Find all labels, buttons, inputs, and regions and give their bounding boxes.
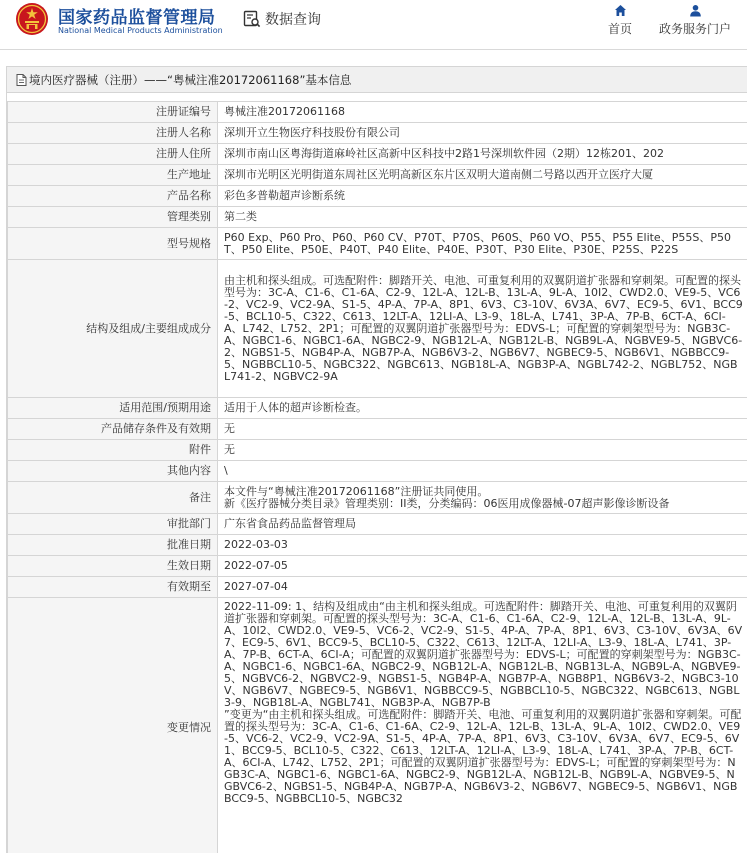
- data-query-label: 数据查询: [265, 12, 321, 28]
- row-label: 其他内容: [8, 461, 218, 482]
- table-row: [8, 123, 747, 144]
- table-row: [8, 398, 747, 419]
- table-row: [8, 165, 747, 186]
- table-row: [8, 461, 747, 482]
- row-label: 结构及组成/主要组成成分: [8, 260, 218, 398]
- row-label: 适用范围/预期用途: [8, 398, 218, 419]
- site-header: [0, 0, 747, 50]
- table-row: [8, 144, 747, 165]
- row-value: 2027-07-04: [218, 577, 747, 598]
- row-value: 深圳市南山区粤海街道麻岭社区高新中区科技中2路1号深圳软件园（2期）12栋201、202: [218, 144, 747, 165]
- row-value: 彩色多普勒超声诊断系统: [218, 186, 747, 207]
- nav-home[interactable]: [605, 4, 635, 37]
- site-logo-title[interactable]: 国家药品监督管理局: [58, 8, 216, 28]
- table-row: [8, 440, 747, 461]
- row-value: 广东省食品药品监督管理局: [218, 514, 747, 535]
- document-icon: [16, 74, 27, 86]
- nav-home-label: 首页: [607, 22, 632, 36]
- row-label: 产品储存条件及有效期: [8, 419, 218, 440]
- table-row: [8, 260, 747, 398]
- data-query-link[interactable]: [243, 9, 321, 29]
- row-label: 产品名称: [8, 186, 218, 207]
- row-value: 无: [218, 440, 747, 461]
- row-label: 注册人名称: [8, 123, 218, 144]
- table-row: [8, 535, 747, 556]
- row-value: 无: [218, 419, 747, 440]
- row-label: 批准日期: [8, 535, 218, 556]
- registration-info-table: [7, 101, 747, 853]
- row-value: 深圳市光明区光明街道东周社区光明高新区东片区双明大道南侧二号路以西开立医疗大厦: [218, 165, 747, 186]
- panel-title: 境内医疗器械（注册）——“粤械注准20172061168”基本信息: [29, 72, 352, 87]
- table-row: [8, 514, 747, 535]
- table-row: [8, 102, 747, 123]
- table-row: [8, 482, 747, 514]
- row-value: \: [218, 461, 747, 482]
- table-row: [8, 419, 747, 440]
- table-row: [8, 577, 747, 598]
- row-label: 生产地址: [8, 165, 218, 186]
- row-label: 备注: [8, 482, 218, 514]
- detail-panel: [6, 66, 747, 853]
- panel-header: [7, 67, 747, 93]
- row-label: 注册人住所: [8, 144, 218, 165]
- row-value: 本文件与“粤械注准20172061168”注册证共同使用。 新《医疗器械分类目录》管理类别：II类，分类编码：06医用成像器械-07超声影像诊断设备: [218, 482, 747, 514]
- row-value: 2022-11-09: 1、结构及组成由“由主机和探头组成。可选配附件：脚踏开关、电池、可重复利用的双翼阴道扩张器和穿刺架。可配置的探头型号为：3C-A、C1-6、C1-6A、C2-9、12L-A、12L-B、13L-A、9L-A、10I2、CWD2.0、VE9-5、VC6-2、VC2-9、S1-5、4P-A、7P-A、8P1、6V3、C3-10V、6V3A、6V7、EC9-5、6V1、BCC9-5、BCL10-5、C322、C613、12LT-A、12LI-A、L3-9、18L-A、L741、3P-A、7P-B、6CT-A、6CI-A；可配置的双翼阴道扩张器型号为：EDVS-L；可配置的穿刺架型号为：NGB3C-A、NGBC1-6、NGBC1-6A、NGBC2-9、NGB12L-A、NGB12L-B、NGB13L-A、NGB9L-A、NGBVE9-5、NGBVC6-2、NGBVC2-9、NGBS1-5、NGB4P-A、NGB7P-A、NGB8P1、NGB6V3-2、NGBC3-10V、NGB6V7、NGBEC9-5、NGB6V1、NGBBCC9-5、NGBBCL10-5、NGBC322、NGBC613、NGBL3-9、NGB18L-A、NGBL741、NGB3P-A、NGB7P-B ”变更为“由主机和探头组成。可选配附件：脚踏开关、电池、可重复利用的双翼阴道扩张器和穿刺架。可配置的探头型号为：3C-A、C1-6、C1-6A、C2-9、12L-A、12L-B、13L-A、9L-A、10I2、CWD2.0、VE9-5、VC6-2、VC2-9、VC2-9A、S1-5、4P-A、7P-A、8P1、6V3、C3-10V、6V3A、6V7、EC9-5、6V1、BCC9-5、BCL10-5、C322、C613、12LT-A、12LI-A、L3-9、18L-A、L741、3P-A、7P-B、6CT-A、6CI-A、L742、L752、2P1；可配置的双翼阴道扩张器型号为：EDVS-L；可配置的穿刺架型号为：NGB3C-A、NGBC1-6、NGBC1-6A、NGBC2-9、NGB12L-A、NGB12L-B、NGB9L-A、NGBVE9-5、NGBVC6-2、NGBS1-5、NGB4P-A、NGB7P-A、NGB6V3-2、NGB6V7、NGBEC9-5、NGB6V1、NGBBCC9-5、NGBBCL10-5、NGBC32: [218, 598, 747, 853]
- row-value: 由主机和探头组成。可选配附件：脚踏开关、电池、可重复利用的双翼阴道扩张器和穿刺架。可配置的探头型号为：3C-A、C1-6、C1-6A、C2-9、12L-A、12L-B、13L-A、9L-A、10I2、CWD2.0、VE9-5、VC6-2、VC2-9、VC2-9A、S1-5、4P-A、7P-A、8P1、6V3、C3-10V、6V3A、6V7、EC9-5、6V1、BCC9-5、BCL10-5、C322、C613、12LT-A、12LI-A、L3-9、18L-A、L741、3P-A、7P-B、6CT-A、6CI-A、L742、L752、2P1；可配置的双翼阴道扩张器型号为：EDVS-L；可配置的穿刺架型号为：NGB3C-A、NGBC1-6、NGBC1-6A、NGBC2-9、NGB12L-A、NGB12L-B、NGB9L-A、NGBVE9-5、NGBVC6-2、NGBS1-5、NGB4P-A、NGB7P-A、NGB6V3-2、NGB6V7、NGBEC9-5、NGB6V1、NGBBCC9-5、NGBBCL10-5、NGBC322、NGBC613、NGB18L-A、NGB3P-A、NGBL742-2、NGBL752、NGBL741-2、NGBVC2-9A: [218, 260, 747, 398]
- row-label: 附件: [8, 440, 218, 461]
- table-row: [8, 598, 747, 853]
- table-row: [8, 207, 747, 228]
- row-value: 2022-07-05: [218, 556, 747, 577]
- site-logo-subtitle[interactable]: National Medical Products Administration: [58, 26, 223, 35]
- user-icon: [689, 4, 702, 17]
- row-label: 管理类别: [8, 207, 218, 228]
- table-row: [8, 556, 747, 577]
- row-value: P60 Exp、P60 Pro、P60、P60 CV、P70T、P70S、P60S、P60 VO、P55、P55 Elite、P55S、P50T、P50 Elite、P50E、P40T、P40 Elite、P40E、P30T、P30 Elite、P30E、P25S、P22S: [218, 228, 747, 260]
- row-label: 注册证编号: [8, 102, 218, 123]
- row-value: 2022-03-03: [218, 535, 747, 556]
- row-value: 适用于人体的超声诊断检查。: [218, 398, 747, 419]
- row-value: 第二类: [218, 207, 747, 228]
- home-icon: [614, 4, 627, 17]
- row-label: 有效期至: [8, 577, 218, 598]
- row-label: 变更情况: [8, 598, 218, 853]
- data-search-icon: [243, 10, 261, 28]
- national-emblem-icon: [15, 2, 49, 36]
- table-row: [8, 228, 747, 260]
- row-value: 深圳开立生物医疗科技股份有限公司: [218, 123, 747, 144]
- row-label: 生效日期: [8, 556, 218, 577]
- table-row: [8, 186, 747, 207]
- row-label: 型号规格: [8, 228, 218, 260]
- row-value: 粤械注准20172061168: [218, 102, 747, 123]
- nav-gov-services-label: 政务服务门户: [658, 22, 731, 36]
- row-label: 审批部门: [8, 514, 218, 535]
- nav-gov-services[interactable]: [657, 4, 733, 37]
